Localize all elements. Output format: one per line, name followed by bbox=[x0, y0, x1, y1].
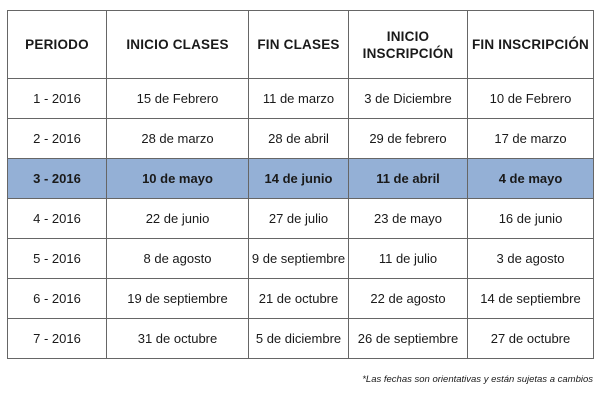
cell-fin-clases: 27 de julio bbox=[249, 199, 349, 239]
cell-fin-inscripcion: 10 de Febrero bbox=[468, 79, 594, 119]
table-row bbox=[8, 79, 594, 119]
cell-inicio-clases: 8 de agosto bbox=[107, 239, 249, 279]
cell-inicio-inscripcion: 11 de julio bbox=[349, 239, 468, 279]
cell-periodo: 1 - 2016 bbox=[8, 79, 107, 119]
cell-inicio-inscripcion: 22 de agosto bbox=[349, 279, 468, 319]
cell-inicio-clases: 22 de junio bbox=[107, 199, 249, 239]
cell-periodo: 5 - 2016 bbox=[8, 239, 107, 279]
cell-periodo: 4 - 2016 bbox=[8, 199, 107, 239]
header-inicio-clases: INICIO CLASES bbox=[107, 11, 249, 79]
cell-fin-clases: 21 de octubre bbox=[249, 279, 349, 319]
cell-inicio-clases: 15 de Febrero bbox=[107, 79, 249, 119]
header-fin-inscripcion: FIN INSCRIPCIÓN bbox=[468, 11, 594, 79]
cell-inicio-clases: 10 de mayo bbox=[107, 159, 249, 199]
table-row bbox=[8, 239, 594, 279]
header-inicio-inscripcion: INICIO INSCRIPCIÓN bbox=[349, 11, 468, 79]
cell-fin-inscripcion: 3 de agosto bbox=[468, 239, 594, 279]
cell-fin-clases: 14 de junio bbox=[249, 159, 349, 199]
footnote: *Las fechas son orientativas y están sujetas a cambios bbox=[362, 374, 593, 385]
cell-periodo: 7 - 2016 bbox=[8, 319, 107, 359]
cell-fin-inscripcion: 27 de octubre bbox=[468, 319, 594, 359]
cell-fin-inscripcion: 16 de junio bbox=[468, 199, 594, 239]
cell-inicio-clases: 19 de septiembre bbox=[107, 279, 249, 319]
schedule-table bbox=[7, 10, 594, 359]
cell-fin-inscripcion: 17 de marzo bbox=[468, 119, 594, 159]
cell-inicio-inscripcion: 23 de mayo bbox=[349, 199, 468, 239]
cell-periodo: 2 - 2016 bbox=[8, 119, 107, 159]
cell-periodo: 6 - 2016 bbox=[8, 279, 107, 319]
cell-inicio-inscripcion: 29 de febrero bbox=[349, 119, 468, 159]
table-row bbox=[8, 199, 594, 239]
table-row bbox=[8, 279, 594, 319]
table-row bbox=[8, 319, 594, 359]
cell-periodo: 3 - 2016 bbox=[8, 159, 107, 199]
table-row bbox=[8, 119, 594, 159]
cell-fin-clases: 5 de diciembre bbox=[249, 319, 349, 359]
cell-inicio-inscripcion: 11 de abril bbox=[349, 159, 468, 199]
cell-inicio-clases: 28 de marzo bbox=[107, 119, 249, 159]
cell-inicio-inscripcion: 26 de septiembre bbox=[349, 319, 468, 359]
cell-fin-inscripcion: 4 de mayo bbox=[468, 159, 594, 199]
cell-fin-inscripcion: 14 de septiembre bbox=[468, 279, 594, 319]
cell-inicio-inscripcion: 3 de Diciembre bbox=[349, 79, 468, 119]
header-periodo: PERIODO bbox=[8, 11, 107, 79]
cell-fin-clases: 9 de septiembre bbox=[249, 239, 349, 279]
table-row-highlighted bbox=[8, 159, 594, 199]
header-fin-clases: FIN CLASES bbox=[249, 11, 349, 79]
header-row bbox=[8, 11, 594, 79]
cell-inicio-clases: 31 de octubre bbox=[107, 319, 249, 359]
cell-fin-clases: 28 de abril bbox=[249, 119, 349, 159]
cell-fin-clases: 11 de marzo bbox=[249, 79, 349, 119]
